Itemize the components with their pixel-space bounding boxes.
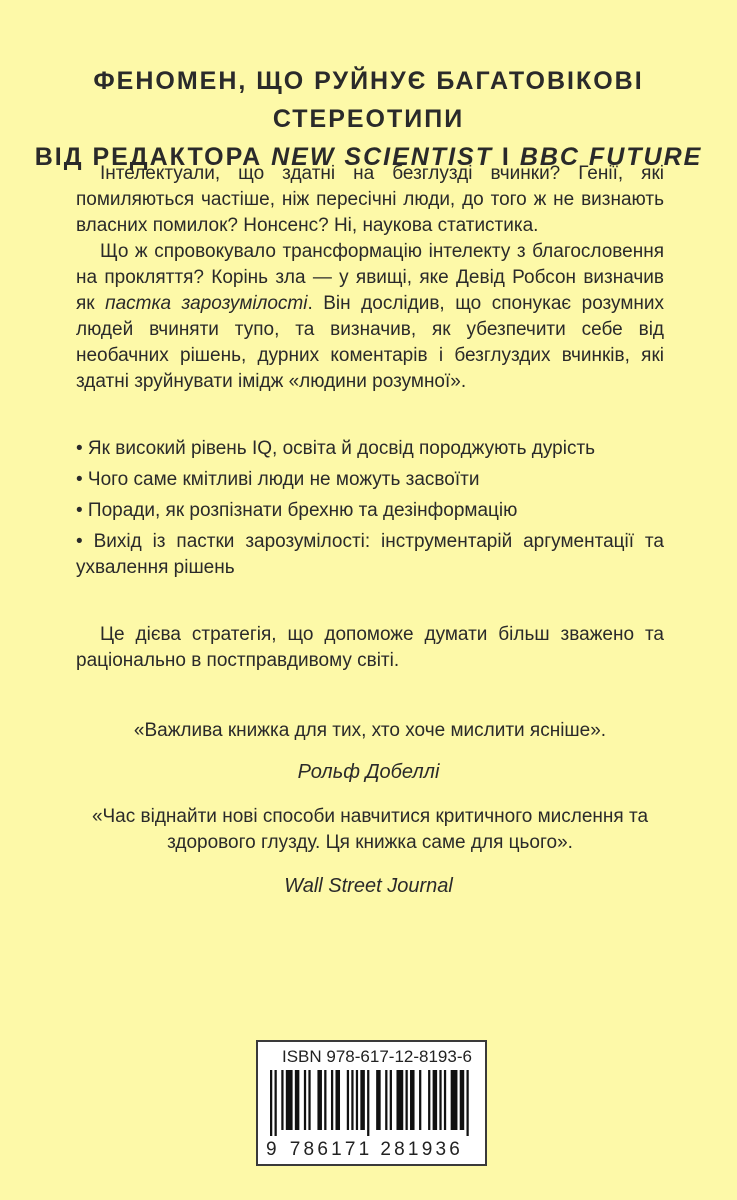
bullet-item: • Чого саме кмітливі люди не можуть засвоїти	[76, 469, 480, 490]
barcode-icon	[268, 1070, 473, 1136]
quote-1-author: Рольф Добеллі	[297, 761, 440, 783]
intro-text	[76, 161, 664, 395]
intro-p2-start: Що ж спровокувало трансформацію інтелекту з благословення на прокляття? Корінь зла — у явищі, яке Девід Робсон визначив як	[76, 241, 664, 314]
bullet-item: • Вихід із пастки зарозумілості: інструментарій аргументації та ухвалення рішень	[76, 531, 664, 578]
barcode-digits-right: 281936	[380, 1139, 463, 1160]
intro-p2-term: пастка зарозумілості	[105, 293, 308, 314]
barcode-digits	[266, 1139, 478, 1161]
bullet-item: • Поради, як розпізнати брехню та дезінформацію	[76, 500, 518, 521]
strategy-text	[76, 622, 664, 674]
quote-2-author: Wall Street Journal	[284, 875, 453, 897]
intro-paragraph-2	[76, 239, 664, 395]
headline-new-scientist: NEW SCIENTIST	[271, 143, 493, 171]
headline-line2-prefix: ВІД РЕДАКТОРА	[34, 143, 272, 171]
headline-line2-mid: І	[492, 143, 520, 171]
intro-p2-end: . Він дослідив, що спонукає розумних людей вчиняти тупо, та визначив, як убезпечити себе від необачних рішень, дурних коментарів і безглуздих вчинків, які здатні зруйнувати імідж «людини розумної».	[76, 293, 664, 392]
headline	[0, 62, 737, 176]
intro-paragraph-1: Інтелектуали, що здатні на безглузді вчинки? Генії, які помиляються частіше, ніж пересічні люди, до того ж не визнають власних помилок? Нонсенс? Ні, наукова статистика.	[76, 163, 664, 236]
quote-2: «Час віднайти нові способи навчитися критичного мислення та здорового глузду. Ця книжка саме для цього».	[91, 806, 649, 853]
bullet-list	[76, 436, 664, 581]
isbn-label: ISBN 978-617-12-8193-6	[282, 1047, 472, 1066]
headline-bbc-future: BBC FUTURE	[519, 143, 703, 171]
strategy-paragraph: Це дієва стратегія, що допоможе думати більш зважено та раціонально в постправдивому світі.	[76, 624, 664, 671]
bullet-item: • Як високий рівень IQ, освіта й досвід породжують дурість	[76, 438, 596, 459]
barcode-digits-left: 786171	[289, 1139, 373, 1160]
headline-line1: ФЕНОМЕН, ЩО РУЙНУЄ БАГАТОВІКОВІ СТЕРЕОТИПИ	[93, 67, 644, 133]
quote-1: «Важлива книжка для тих, хто хоче мислити ясніше».	[133, 720, 607, 741]
barcode-digit-prefix: 9	[266, 1139, 280, 1160]
